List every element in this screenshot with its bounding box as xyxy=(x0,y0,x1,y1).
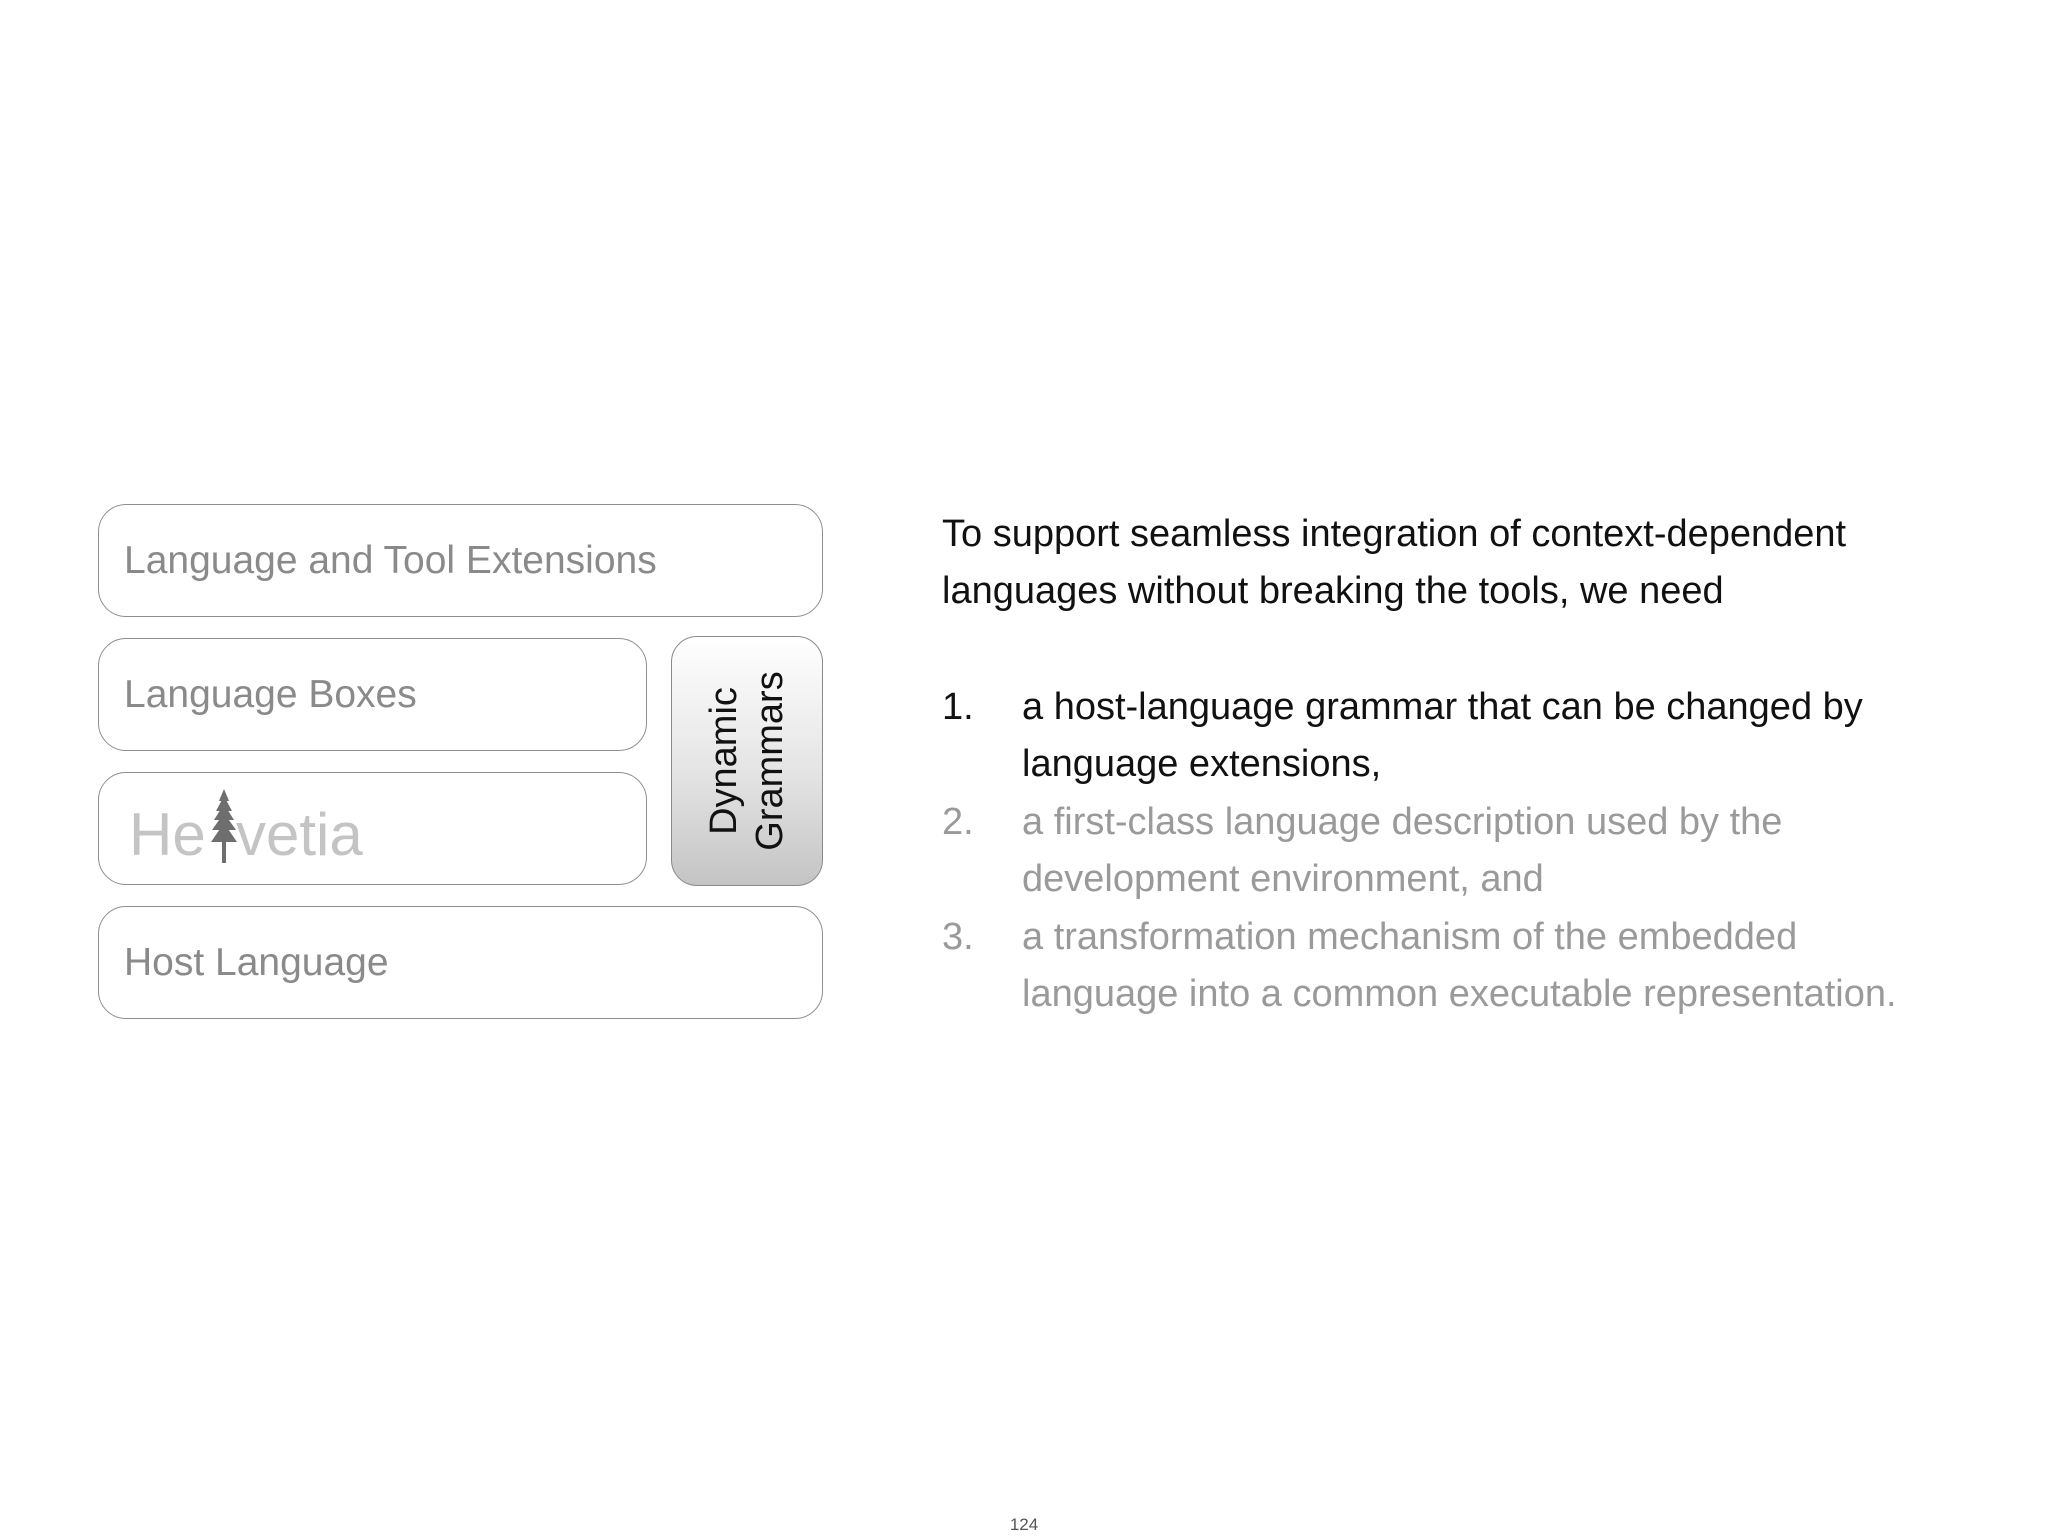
requirement-3-line-1: a transformation mechanism of the embedded xyxy=(1022,916,1798,958)
requirement-1-line-1: a host-language grammar that can be changed by xyxy=(1022,686,1863,728)
svg-text:He: He xyxy=(129,801,206,868)
requirement-number-3: 3. xyxy=(942,916,974,958)
requirement-item-1 xyxy=(942,679,2002,793)
dynamic-grammars-label-line2: Grammars xyxy=(749,671,791,851)
extensions-layer-label: Language and Tool Extensions xyxy=(124,538,657,582)
requirement-2-line-1: a first-class language description used by the xyxy=(1022,801,1783,843)
dynamic-grammars-label-line1: Dynamic xyxy=(703,687,745,835)
intro-paragraph xyxy=(942,506,2002,620)
requirement-item-3 xyxy=(942,909,2002,1023)
extensions-layer-box xyxy=(98,504,823,617)
requirement-item-2 xyxy=(942,794,2002,908)
helvetia-logo xyxy=(129,787,369,871)
requirement-number-2: 2. xyxy=(942,801,974,843)
page-number: 124 xyxy=(1009,1515,1039,1534)
requirements-list xyxy=(942,679,2002,1023)
tree-icon xyxy=(211,789,237,863)
language-boxes-layer-box xyxy=(98,638,647,751)
requirements-text xyxy=(942,506,2002,1024)
intro-line-1: To support seamless integration of context-dependent xyxy=(942,513,1847,555)
dynamic-grammars-box xyxy=(671,636,823,886)
requirement-3-line-2: language into a common executable representation. xyxy=(1022,973,1897,1015)
language-boxes-layer-label: Language Boxes xyxy=(124,672,417,716)
intro-line-2: languages without breaking the tools, we need xyxy=(942,570,1724,612)
requirement-1-line-2: language extensions, xyxy=(1022,743,1382,785)
dynamic-grammars-label xyxy=(701,671,793,850)
requirement-2-line-2: development environment, and xyxy=(1022,858,1544,900)
svg-text:vetia: vetia xyxy=(236,801,363,868)
host-language-layer-box xyxy=(98,906,823,1019)
host-language-layer-label: Host Language xyxy=(124,940,389,984)
requirement-number-1: 1. xyxy=(942,686,974,728)
helvetia-layer-box xyxy=(98,772,647,885)
